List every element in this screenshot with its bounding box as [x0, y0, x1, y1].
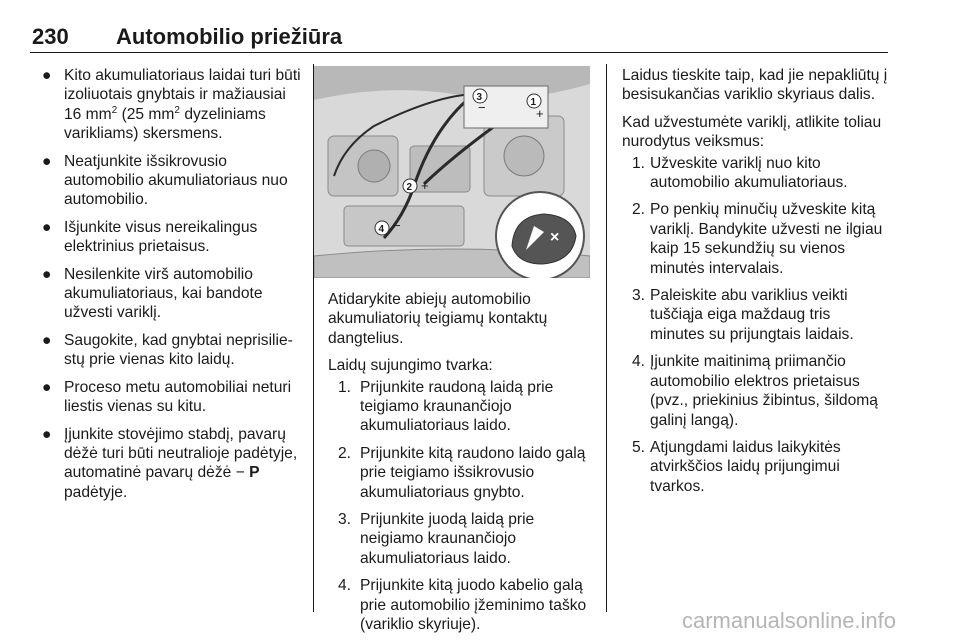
bullet-dot: ●: [42, 378, 52, 396]
step-item: 2. Prijunkite kitą raudono laido galą prie teigiamo išsikrovusio akumuliatoriaus gnybto.: [338, 444, 586, 501]
step-item: 4. Įjunkite maitinimą priimančio automobilio elektros prietaisus (pvz., priekinius žibintus, šildomą galinį langą).: [632, 353, 878, 429]
bullet-dot: ●: [42, 218, 52, 236]
order-label: Laidų sujungimo tvarka:: [328, 357, 493, 375]
jump-start-illustration: [314, 66, 590, 278]
sign-plus-2: +: [421, 178, 429, 193]
page-header: [30, 22, 888, 53]
step-item: 3. Paleiskite abu variklius veikti tuščiąja eiga maždaug tris minutes su prijungtais laidais.: [632, 287, 854, 343]
step-item: 5. Atjungdami laidus laikykitės atvirkščios laidų prijungimui tvarkos.: [632, 438, 841, 495]
step-item: 3. Prijunkite juodą laidą prie neigiamo kraunančiojo akumuliatoriaus laido.: [338, 511, 535, 567]
bullet-item: ● Saugokite, kad gnybtai neprisiliestų prie vienas kito laidų.: [42, 331, 293, 369]
column-middle: [328, 290, 594, 643]
column-divider-2: [606, 64, 607, 612]
sign-plus-1: +: [536, 106, 544, 121]
gear-position-p: P: [249, 464, 260, 482]
bullet-item: ● Įjunkite stovėjimo stabdį, pavarų dėžė turi būti neutralioje padėtyje, automatinė pavarų dėžė − P padėtyje.: [42, 425, 298, 501]
callout-1: 1: [530, 97, 537, 108]
bullet-dot: ●: [42, 67, 52, 84]
bullet-item: ● Kito akumuliatoriaus laidai turi būti izoliuotais gnybtais ir mažiausiai 16 $mm^2$ (25 $mm^2$ dyzeliniams varikliams) skersmens.: [42, 67, 301, 143]
step-item: 2. Po penkių minučių užveskite kitą variklį. Bandykite užvesti ne ilgiau kaip 15 sekundžių su vienos minutės intervalais.: [632, 201, 883, 277]
callout-2: 2: [406, 182, 413, 193]
bullet-dot: ●: [42, 265, 52, 283]
bullet-dot: ●: [42, 152, 52, 170]
routing-paragraph: Laidus tieskite taip, kad jie nepakliūtų į besisukančias variklio skyriaus dalis.: [622, 67, 888, 104]
sign-minus-3: −: [478, 100, 486, 115]
bullet-item: ● Neatjunkite išsikrovusio automobilio akumuliatoriaus nuo automobilio.: [42, 152, 288, 209]
bullet-item: ● Išjunkite visus nereikalingus elektrinius prietaisus.: [42, 218, 258, 256]
column-left: [38, 66, 302, 510]
step-item: 4. Prijunkite kitą juodo kabelio galą prie automobilio įžeminimo taško (variklio skyriuje).: [338, 577, 587, 634]
column-right: [622, 66, 888, 504]
watermark: carmanualsonline.info: [682, 608, 897, 633]
callout-4: 4: [378, 224, 385, 235]
intro-paragraph: Atidarykite abiejų automobilio akumuliatorių teigiamų kontaktų dangtelius.: [328, 291, 548, 347]
bullet-item: ● Nesilenkite virš automobilio akumuliatoriaus, kai bandote užvesti variklį.: [42, 265, 263, 322]
engine-bay-drawing: [314, 66, 590, 278]
lid-x-mark: ×: [550, 229, 560, 246]
callout-3: 3: [476, 92, 483, 103]
bullet-item: ● Proceso metu automobiliai neturi liestis vienas su kitu.: [42, 378, 292, 416]
bullet-dot: ●: [42, 331, 52, 349]
step-item: 1. Užveskite variklį nuo kito automobilio akumuliatoriaus.: [632, 154, 848, 192]
page-number: 230: [32, 24, 69, 49]
bullet-dot: ●: [42, 425, 52, 443]
sign-minus-4: −: [393, 218, 401, 233]
page-title: Automobilio priežiūra: [116, 24, 343, 49]
start-paragraph: Kad užvestumėte variklį, atlikite toliau nurodytus veiksmus:: [622, 113, 882, 151]
step-item: 1. Prijunkite raudoną laidą prie teigiamo kraunančiojo akumuliatoriaus laido.: [338, 378, 554, 435]
